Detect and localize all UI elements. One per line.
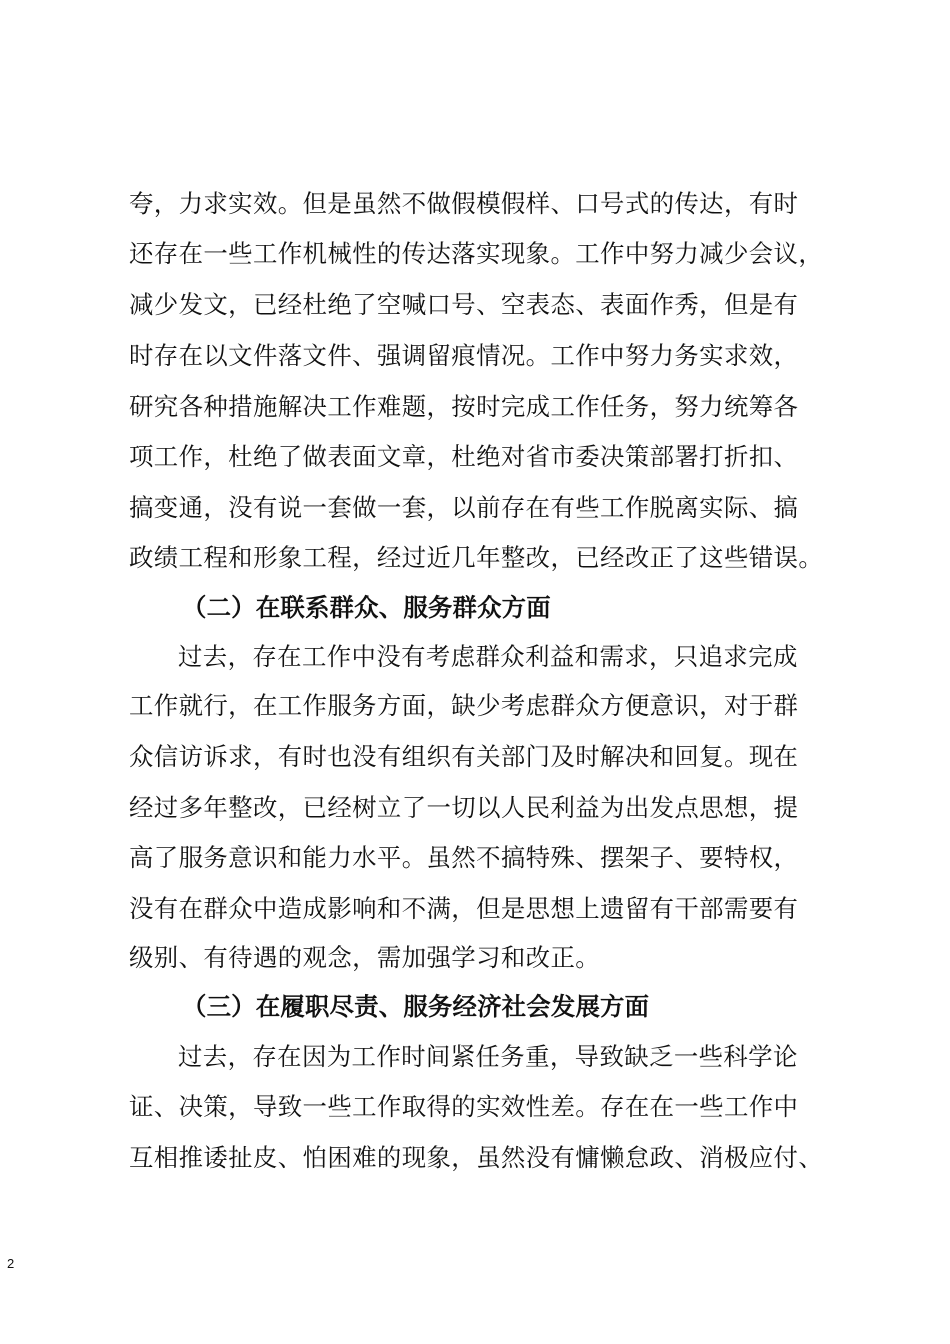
body-line: 过去，存在工作中没有考虑群众利益和需求，只追求完成 — [178, 642, 798, 671]
body-line: 证、决策，导致一些工作取得的实效性差。存在在一些工作中 — [129, 1092, 799, 1121]
page-number: 2 — [7, 1256, 15, 1271]
body-line: 时存在以文件落文件、强调留痕情况。工作中努力务实求效， — [129, 341, 799, 370]
body-line: 没有在群众中造成影响和不满，但是思想上遗留有干部需要有 — [129, 894, 799, 923]
body-line: 众信访诉求，有时也没有组织有关部门及时解决和回复。现在 — [129, 742, 799, 771]
body-line: 过去，存在因为工作时间紧任务重，导致缺乏一些科学论 — [178, 1042, 798, 1071]
body-line: 政绩工程和形象工程，经过近几年整改，已经改正了这些错误。 — [129, 543, 824, 572]
body-line: 高了服务意识和能力水平。虽然不搞特殊、摆架子、要特权， — [129, 843, 799, 872]
section-heading: （二）在联系群众、服务群众方面 — [182, 593, 551, 622]
body-line: 工作就行，在工作服务方面，缺少考虑群众方便意识，对于群 — [129, 691, 799, 720]
body-line: 研究各种措施解决工作难题，按时完成工作任务，努力统筹各 — [129, 392, 799, 421]
body-line: 减少发文，已经杜绝了空喊口号、空表态、表面作秀，但是有 — [129, 290, 799, 319]
body-line: 夸，力求实效。但是虽然不做假模假样、口号式的传达，有时 — [129, 189, 799, 218]
body-line: 项工作，杜绝了做表面文章，杜绝对省市委决策部署打折扣、 — [129, 442, 799, 471]
body-line: 还存在一些工作机械性的传达落实现象。工作中努力减少会议， — [129, 239, 824, 268]
body-line: 经过多年整改，已经树立了一切以人民利益为出发点思想，提 — [129, 793, 799, 822]
body-line: 级别、有待遇的观念，需加强学习和改正。 — [129, 943, 601, 972]
section-heading: （三）在履职尽责、服务经济社会发展方面 — [182, 992, 650, 1021]
body-line: 互相推诿扯皮、怕困难的现象，虽然没有慵懒怠政、消极应付、 — [129, 1143, 824, 1172]
body-line: 搞变通，没有说一套做一套，以前存在有些工作脱离实际、搞 — [129, 493, 799, 522]
